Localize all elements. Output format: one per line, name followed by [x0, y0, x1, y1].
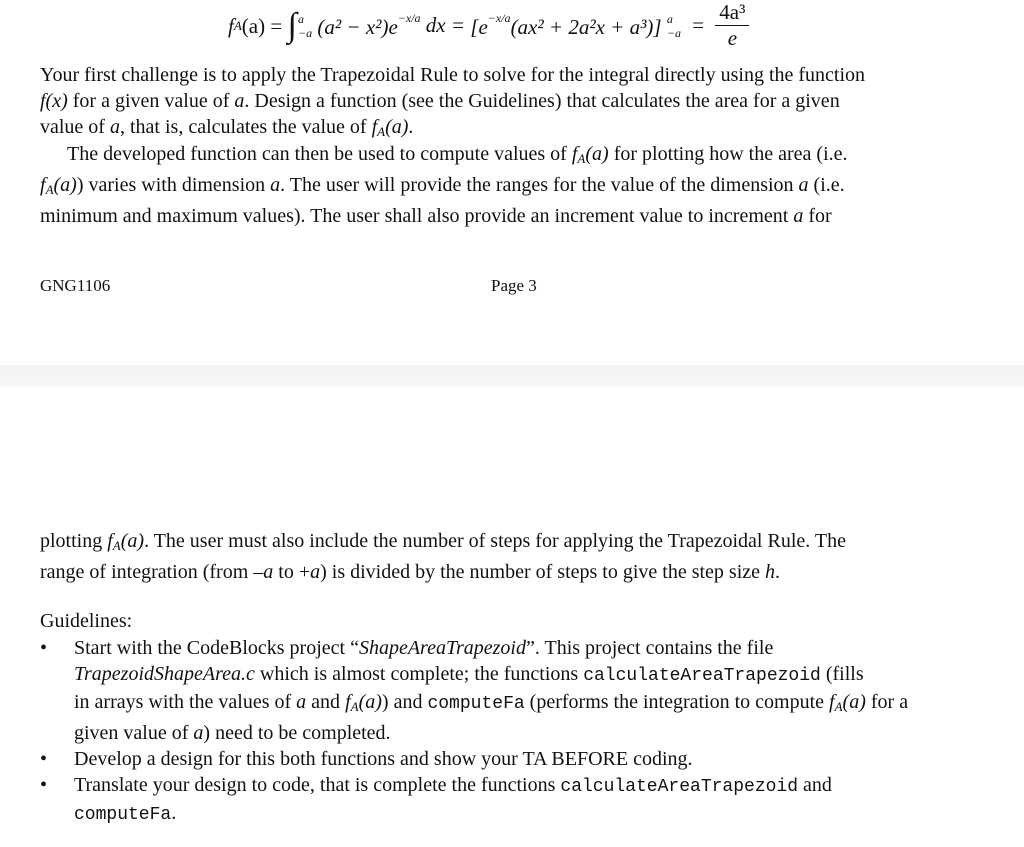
- guidelines-heading: Guidelines:: [40, 610, 133, 632]
- eq-integrand: (a² − x²)e: [317, 14, 398, 39]
- eq-eval-upper: a: [666, 11, 673, 26]
- bullet-icon: •: [40, 774, 48, 796]
- eq-bracket: [e: [470, 14, 488, 39]
- eq-upper-limit: a: [298, 11, 305, 26]
- eq-fraction-denominator: e: [727, 26, 738, 50]
- paragraph-function-use: [40, 141, 1020, 229]
- para3-line2: range of integration (from –a to +a) is divided by the number of steps to give the step size h.: [40, 561, 781, 583]
- footer-course-code: GNG1106: [40, 276, 111, 295]
- bullet-icon: •: [40, 637, 48, 659]
- eq-lhs: f: [228, 13, 234, 38]
- integral-equation: [228, 0, 749, 66]
- para1-line3: value of a, that is, calculates the value of $f_A(a)$.: [40, 116, 414, 139]
- eq-dx: dx =: [425, 13, 466, 37]
- guideline-item-1: • Start with the CodeBlocks project “ShapeAreaTrapezoid”. This project contains the file TrapezoidShapeArea.c which is almost complete; the functions calculateAreaTrapezoid (fills in arrays with the values of a and $f_A(a)$) and computeFa (performs the integration to compute $f_A(a)$ for a given value of a) need to be completed.: [40, 637, 909, 744]
- eq-lower-limit: −a: [298, 25, 313, 40]
- para1-line1: Your first challenge is to apply the Trapezoidal Rule to solve for the integral directly using the function: [40, 64, 866, 86]
- para2-line2: $f_A(a)$) varies with dimension a. The user will provide the ranges for the value of the dimension a (i.e.: [40, 174, 845, 197]
- guideline-item-3: • Translate your design to code, that is complete the functions calculateAreaTrapezoid and computeFa.: [40, 774, 832, 825]
- eq-integrand-exp: −x/a: [397, 11, 421, 26]
- eq-bracket-exp: −x/a: [487, 11, 511, 26]
- eq-equals: =: [692, 13, 705, 37]
- eq-bracket-poly: (ax² + 2a²x + a³)]: [510, 14, 662, 39]
- para3-line1: plotting $f_A(a)$. The user must also include the number of steps for applying the Trapezoidal Rule. The: [40, 530, 846, 553]
- guidelines-list: [40, 635, 1000, 828]
- guideline-item-2: • Develop a design for this both functions and show your TA BEFORE coding.: [40, 748, 693, 770]
- footer-page-number: Page 3: [491, 276, 537, 295]
- paragraph-plotting: [40, 528, 1020, 585]
- page-gap: [0, 365, 1024, 387]
- paragraph-challenge: [40, 62, 1020, 145]
- para2-line1: The developed function can then be used to compute values of $f_A(a)$ for plotting how the area (i.e.: [67, 143, 848, 166]
- eq-lhs-sub: A: [233, 18, 242, 34]
- bullet-icon: •: [40, 748, 48, 770]
- eq-fraction: [715, 0, 749, 51]
- para1-line2: f(x) for a given value of a. Design a function (see the Guidelines) that calculates the area for a given: [40, 90, 840, 112]
- eq-lhs-arg: (a) =: [241, 13, 283, 38]
- para2-line3: minimum and maximum values). The user shall also provide an increment value to increment a for: [40, 205, 832, 227]
- integral-sign: ∫: [287, 6, 297, 44]
- eq-fraction-numerator: 4a³: [715, 0, 749, 26]
- eq-eval-lower: −a: [666, 25, 681, 40]
